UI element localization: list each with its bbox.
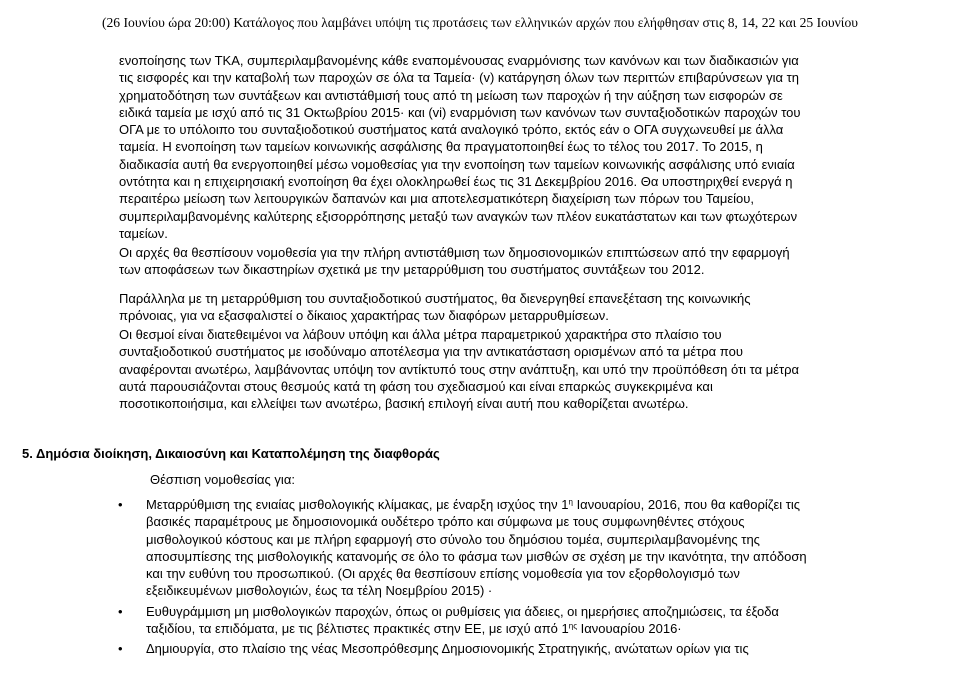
text-line: ταμεία. Η ενοποίηση των ταμείων κοινωνικής ασφάλισης θα πραγματοποιηθεί έως το τέλος του 2017. Το 2015, η: [119, 139, 763, 155]
list-item-text: [146, 640, 886, 657]
text-segment: Ιανουαρίου 2016·: [577, 621, 682, 637]
text-line: βασικές παραμέτρους με δημοσιονομικά ουδέτερο τρόπο και σύμφωνα με τους συμφωνηθέντες στόχους: [146, 514, 745, 530]
section-intro: Θέσπιση νομοθεσίας για:: [150, 472, 295, 487]
page-header: (26 Ιουνίου ώρα 20:00) Κατάλογος που λαμβάνει υπόψη τις προτάσεις των ελληνικών αρχών που ελήφθησαν στις 8, 14, 22 και 25 Ιουνίου: [101, 15, 858, 30]
text-line: τις εισφορές και την καταβολή των παροχών σε όλα τα Ταμεία· (v) κατάργηση όλων των περιττών επιβαρύνσεων για τη: [119, 70, 800, 86]
social-welfare-paragraph: [119, 290, 879, 325]
text-line: [146, 620, 886, 637]
text-line: Οι αρχές θα θεσπίσουν νομοθεσία για την πλήρη αντιστάθμιση των δημοσιονομικών επιπτώσεων από την εφαρμογή: [119, 245, 790, 260]
text-segment: Ιανουαρίου, 2016, που θα καθορίζει τις: [572, 497, 801, 512]
text-line: ταμείων.: [119, 225, 168, 241]
text-line: και την ευθύνη του προσωπικού. (Οι αρχές θα θεσπίσουν επίσης νομοθεσία για τον εξορθολογισμό των: [146, 566, 740, 582]
ordinal-superscript: η: [568, 497, 573, 507]
text-line: Ευθυγράμμιση μη μισθολογικών παροχών, όπως οι ρυθμίσεις για άδειες, οι ημερήσιες αποζημιώσεις, τα έξοδα: [146, 604, 779, 619]
parametric-measures-paragraph: [119, 326, 879, 412]
text-line: συνταξιοδοτικού συστήματος με ισοδύναμο αποτέλεσμα για την αντικατάσταση ορισμένων από τα μέτρα που: [119, 344, 743, 360]
text-line: ποσοτικοποιήσιμα, και ελλείψει των ανωτέρω, βασική επιλογή είναι αυτή που καθορίζεται ανωτέρω.: [119, 396, 689, 412]
text-segment: ταξιδίου, τα επιδόματα, με τις βέλτιστες πρακτικές στην ΕΕ, με ισχύ από 1: [146, 621, 569, 637]
text-line: των αποφάσεων των δικαστηρίων σχετικά με την μεταρρύθμιση του συστήματος συντάξεων του 2012.: [119, 262, 705, 278]
text-line: εξειδικευμένων μισθολογιών, έως τα τέλη Νοεμβρίου 2015) ·: [146, 583, 493, 599]
text-line: οντότητα και η επιχειρησιακή ενοποίηση θα έχει ολοκληρωθεί έως τις 31 Δεκεμβρίου 2016. Θα υποστηριχθεί ενεργά η: [119, 174, 793, 190]
bullet-icon: •: [118, 604, 123, 619]
ordinal-superscript: ης: [568, 621, 578, 631]
text-line: διαδικασία αυτή θα ενεργοποιηθεί μέσω νομοθεσίας για την ενοποίηση των ταμείων κοινωνικής ασφάλισης υπό ενιαία: [119, 156, 795, 172]
bullet-icon: •: [118, 497, 123, 512]
text-line: αποσυμπίεσης της μισθολογικής κατανομής σε όλο το φάσμα των μισθών σε σχέση με την ικανότητα, την απόδοση: [146, 548, 807, 564]
list-item-text: [146, 603, 886, 638]
text-line: συμπεριλαμβανομένης καλύτερης εξισορρόπησης μεταξύ των αναγκών των πλέον ευκατάστατων και των φτωχότερων: [119, 208, 798, 224]
court-decisions-paragraph: [119, 244, 879, 279]
text-line: περαιτέρω μείωση των λειτουργικών δαπανών και μια αποτελεσματικότερη διαχείριση των πόρων του Ταμείου,: [119, 191, 754, 207]
bullet-icon: •: [118, 641, 123, 656]
text-line: αυτά παρουσιάζονται στους θεσμούς κατά τη φάση του σχεδιασμού και είναι επαρκώς συγκεκριμένα και: [119, 378, 713, 394]
list-item-text: [146, 496, 886, 600]
text-line: μισθολογικού κόστους και με πλήρη εφαρμογή στο σύνολο του δημόσιου τομέα, συμπεριλαμβανομένης της: [146, 531, 760, 547]
text-line: χρηματοδότηση των συντάξεων και αντιστάθμισή τους από τη μείωση των παροχών ή την αύξηση των εισφορών σε: [119, 87, 783, 103]
text-line: [146, 496, 886, 513]
text-line: αναφέρονται ανωτέρω, λαμβάνοντας υπόψη τον αντίκτυπό τους στην ανάπτυξη, και υπό την προϋπόθεση ότι τα μέτρα: [119, 361, 800, 377]
text-line: Δημιουργία, στο πλαίσιο της νέας Μεσοπρόθεσμης Δημοσιονομικής Στρατηγικής, ανώτατων ορίων για τις: [146, 641, 749, 656]
text-line: πρόνοιας, για να εξασφαλιστεί ο δίκαιος χαρακτήρας των διαφόρων μεταρρυθμίσεων.: [119, 308, 609, 324]
text-line: Οι θεσμοί είναι διατεθειμένοι να λάβουν υπόψη και άλλα μέτρα παραμετρικού χαρακτήρα στο πλαίσιο του: [119, 327, 722, 342]
text-line: ειδικά ταμεία με ισχύ από τις 31 Οκτωβρίου 2015· και (vi) εναρμόνιση των κανόνων των συνταξιοδοτικών παροχών του: [119, 104, 801, 120]
section-heading: 5. Δημόσια διοίκηση, Δικαιοσύνη και Καταπολέμηση της διαφθοράς: [22, 446, 440, 461]
pension-paragraph-continued: [119, 52, 879, 242]
text-line: Παράλληλα με τη μεταρρύθμιση του συνταξιοδοτικού συστήματος, θα διενεργηθεί επανεξέταση της κοινωνικής: [119, 291, 751, 306]
text-segment: Μεταρρύθμιση της ενιαίας μισθολογικής κλίμακας, με έναρξη ισχύος την 1: [146, 497, 569, 512]
text-line: ενοποίησης των ΤΚΑ, συμπεριλαμβανομένης κάθε εναπομένουσας εναρμόνισης των κανόνων και των διαδικασιών για: [119, 53, 799, 68]
text-line: ΟΓΑ με το υπόλοιπο του συνταξιοδοτικού συστήματος κατά αναλογικό τρόπο, εκτός εάν ο ΟΓΑ συγχωνευθεί με άλλα: [119, 122, 784, 138]
